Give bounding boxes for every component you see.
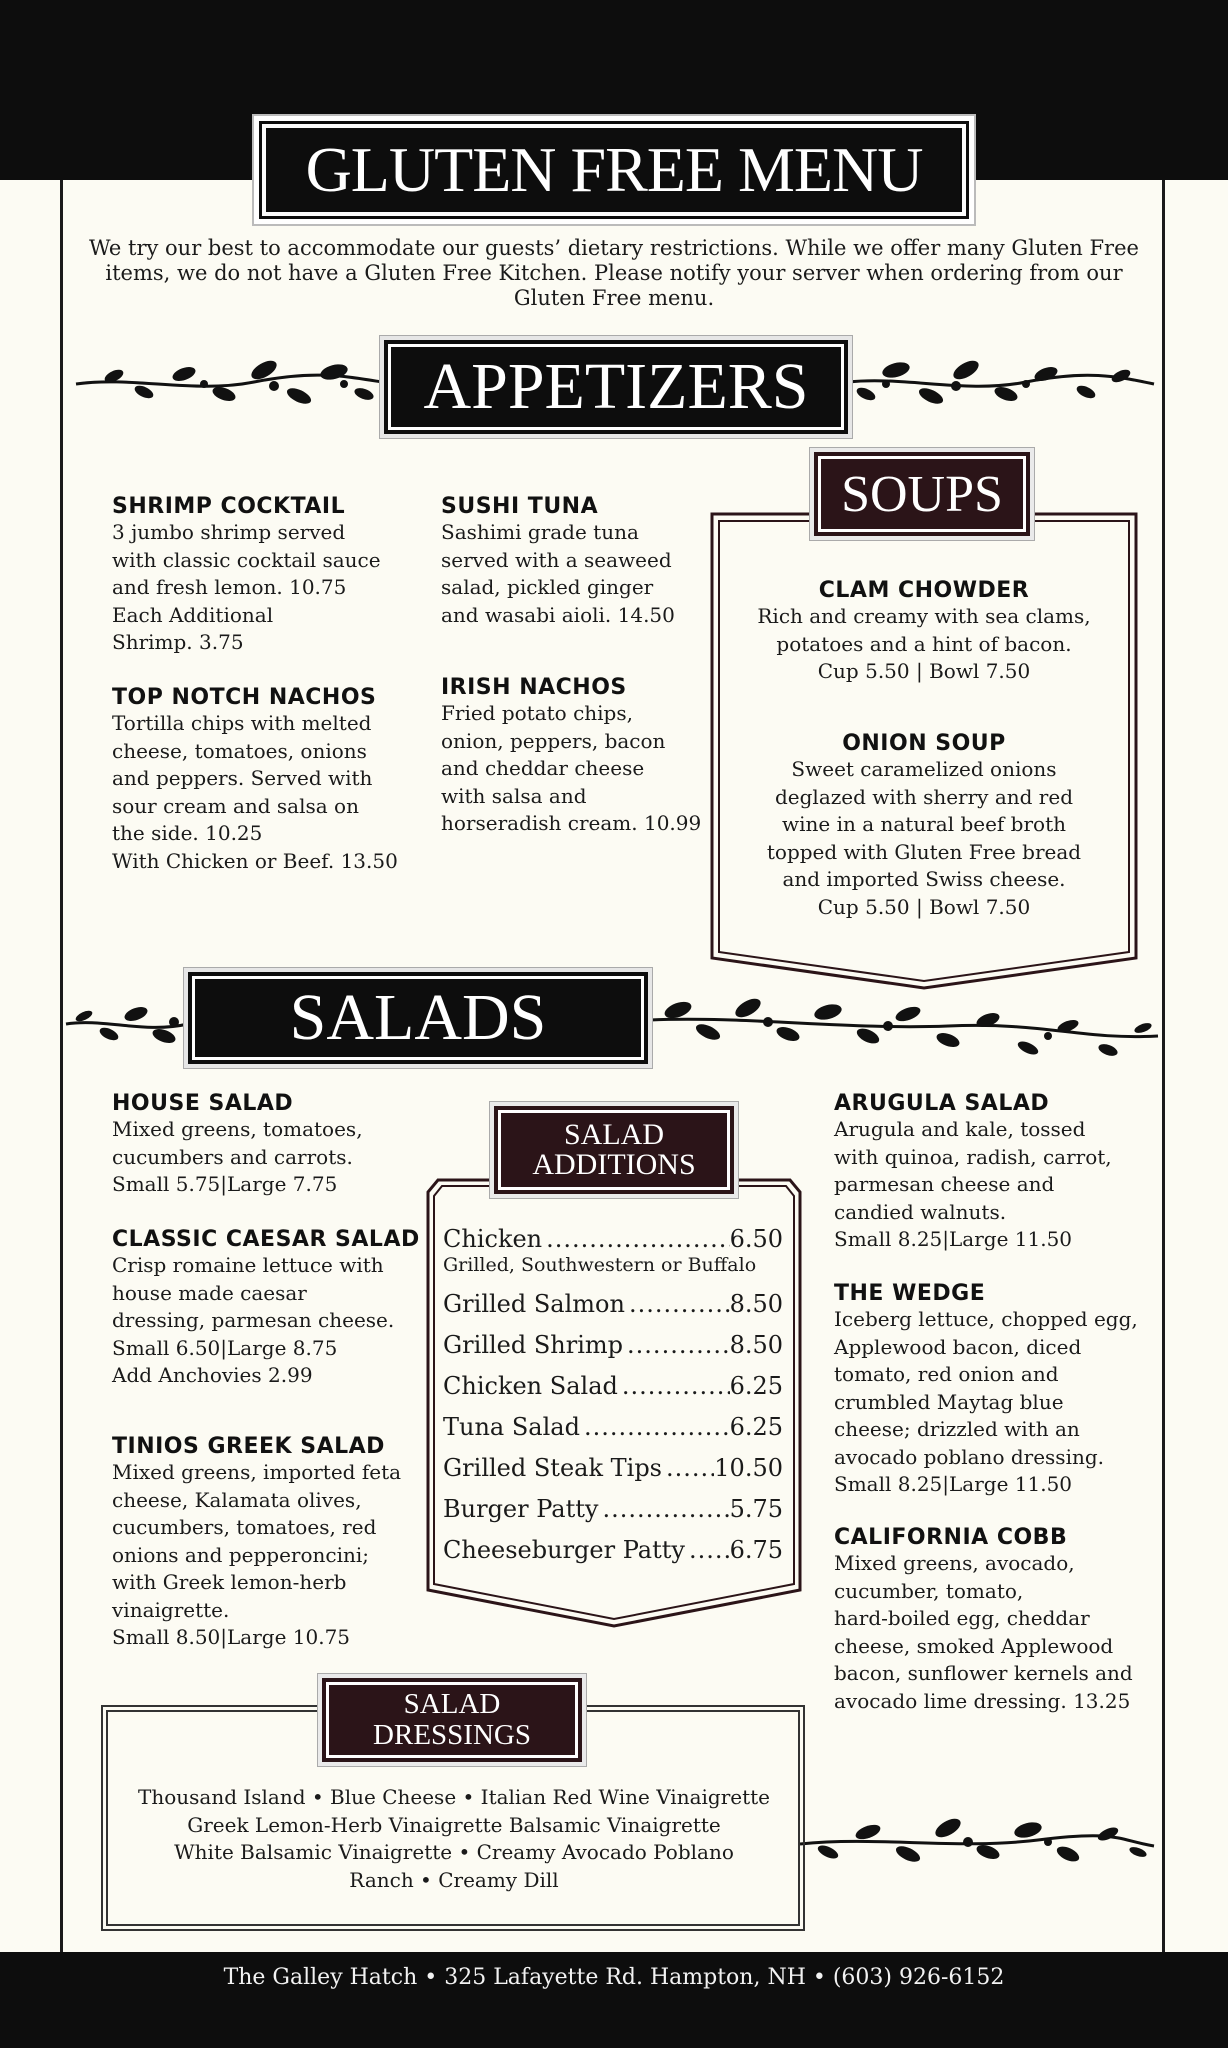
desc-line: Iceberg lettuce, chopped egg, <box>834 1307 1138 1331</box>
desc-line: Applewood bacon, diced <box>834 1334 1082 1359</box>
item-description <box>834 1116 1154 1254</box>
desc-line: With Chicken or Beef. 13.50 <box>112 848 398 873</box>
desc-line: parmesan cheese and <box>834 1172 1055 1196</box>
desc-line: Shrimp. 3.75 <box>112 630 244 654</box>
menu-item <box>112 1434 422 1652</box>
addition-name: Grilled Steak Tips <box>443 1454 662 1482</box>
addition-row <box>443 1536 783 1564</box>
desc-line: Mixed greens, avocado, <box>834 1551 1075 1575</box>
desc-line: cucumbers, tomatoes, red <box>112 1515 377 1539</box>
addition-row <box>443 1290 783 1318</box>
desc-line: and wasabi aioli. 14.50 <box>441 602 675 627</box>
desc-line: cucumbers and carrots. <box>112 1144 353 1169</box>
addition-name: Burger Patty <box>443 1495 599 1523</box>
addition-name: Cheeseburger Patty <box>443 1536 685 1564</box>
item-description <box>112 519 412 657</box>
addition-price: 6.50 <box>729 1225 783 1253</box>
desc-line: Small 5.75|Large 7.75 <box>112 1172 338 1196</box>
addition-price: 10.50 <box>714 1454 783 1482</box>
desc-line: Sweet caramelized onions <box>791 757 1057 781</box>
dressings-list <box>110 1784 798 1894</box>
desc-line: Rich and creamy with sea clams, <box>757 604 1091 628</box>
leader-dots <box>625 1290 730 1318</box>
desc-line: horseradish cream. 10.99 <box>441 811 702 835</box>
desc-line: Small 8.25|Large 11.50 <box>834 1472 1073 1496</box>
desc-line: Small 8.50|Large 10.75 <box>112 1625 351 1649</box>
leader-dots <box>542 1225 729 1253</box>
desc-line: Mixed greens, imported feta <box>112 1460 402 1484</box>
heading-line: SALAD <box>403 1688 501 1720</box>
floral-vine-icon <box>846 346 1156 418</box>
desc-line: Sashimi grade tuna <box>441 520 639 544</box>
desc-line: cheese, Kalamata olives, <box>112 1487 362 1512</box>
desc-line: and imported Swiss cheese. <box>782 867 1066 891</box>
desc-line: cheese; drizzled with an <box>834 1417 1080 1441</box>
desc-line: with classic cocktail sauce <box>112 547 381 572</box>
item-name: CLASSIC CAESAR SALAD <box>112 1227 420 1252</box>
desc-line: bacon, sunflower kernels and <box>834 1661 1133 1685</box>
desc-line: with salsa and <box>441 783 587 808</box>
menu-item <box>112 1227 422 1390</box>
desc-line: 3 jumbo shrimp served <box>112 520 346 544</box>
item-description <box>740 603 1108 686</box>
desc-line: cheese, tomatoes, onions <box>112 738 367 763</box>
desc-line: potatoes and a hint of bacon. <box>776 631 1072 656</box>
floral-vine-icon <box>648 990 1160 1066</box>
salad-dressings-heading <box>326 1682 578 1758</box>
addition-name: Tuna Salad <box>443 1413 580 1441</box>
item-description <box>112 1116 412 1199</box>
desc-line: with quinoa, radish, carrot, <box>834 1144 1112 1169</box>
addition-row <box>443 1372 783 1400</box>
heading-line: DRESSINGS <box>373 1719 531 1751</box>
desc-line: tomato, red onion and <box>834 1362 1059 1386</box>
menu-item <box>441 494 711 629</box>
desc-line: dressing, parmesan cheese. <box>112 1308 395 1332</box>
desc-line: and fresh lemon. 10.75 <box>112 575 347 599</box>
leader-dots <box>598 1495 729 1523</box>
dressing-line: Greek Lemon-Herb Vinaigrette Balsamic Vinaigrette <box>187 1812 721 1837</box>
desc-line: Cup 5.50 | Bowl 7.50 <box>817 894 1031 919</box>
desc-line: candied walnuts. <box>834 1199 1007 1224</box>
footer-address: The Galley Hatch • 325 Lafayette Rd. Hampton, NH • (603) 926-6152 <box>223 1965 1005 1990</box>
dressing-line: Ranch • Creamy Dill <box>349 1867 559 1892</box>
desc-line: Small 6.50|Large 8.75 <box>112 1335 338 1360</box>
dressing-line: White Balsamic Vinaigrette • Creamy Avocado Poblano <box>174 1840 734 1864</box>
addition-row <box>443 1225 783 1253</box>
item-description <box>834 1306 1159 1499</box>
item-description <box>834 1550 1159 1715</box>
menu-item <box>834 1281 1159 1499</box>
menu-item <box>834 1525 1159 1715</box>
menu-item <box>441 675 711 838</box>
desc-line: hard-boiled egg, cheddar <box>834 1606 1090 1630</box>
desc-line: Tortilla chips with melted <box>112 711 372 735</box>
salad-additions-heading <box>498 1110 730 1190</box>
addition-price: 6.25 <box>729 1413 783 1441</box>
item-name: ARUGULA SALAD <box>834 1091 1050 1116</box>
leader-dots <box>618 1372 730 1400</box>
salads-heading: SALADS <box>192 976 644 1060</box>
item-name: SHRIMP COCKTAIL <box>112 494 346 519</box>
addition-name: Chicken <box>443 1225 543 1253</box>
item-name: HOUSE SALAD <box>112 1091 294 1116</box>
desc-line: house made caesar <box>112 1280 307 1305</box>
menu-item <box>740 731 1108 921</box>
desc-line: wine in a natural beef broth <box>781 812 1067 836</box>
addition-row <box>443 1413 783 1441</box>
item-description <box>112 1459 422 1652</box>
desc-line: crumbled Maytag blue <box>834 1389 1064 1414</box>
floral-vine-icon <box>64 994 190 1054</box>
desc-line: salad, pickled ginger <box>441 575 654 599</box>
addition-note: Grilled, Southwestern or Buffalo <box>443 1254 757 1276</box>
item-name: IRISH NACHOS <box>441 675 627 700</box>
item-name: ONION SOUP <box>842 731 1006 756</box>
desc-line: Mixed greens, tomatoes, <box>112 1117 363 1141</box>
addition-row <box>443 1495 783 1523</box>
desc-line: Small 8.25|Large 11.50 <box>834 1227 1073 1251</box>
addition-row <box>443 1331 783 1359</box>
desc-line: vinaigrette. <box>112 1597 230 1622</box>
floral-vine-icon <box>74 346 384 418</box>
desc-line: topped with Gluten Free bread <box>766 839 1082 864</box>
appetizers-heading: APPETIZERS <box>388 344 844 430</box>
leader-dots <box>623 1331 730 1359</box>
item-description <box>441 700 711 838</box>
desc-line: with Greek lemon-herb <box>112 1570 347 1594</box>
desc-line: avocado poblano dressing. <box>834 1444 1104 1469</box>
desc-line: Fried potato chips, <box>441 701 633 725</box>
leader-dots <box>662 1454 714 1482</box>
intro-text: We try our best to accommodate our guests’ dietary restrictions. While we offer many Gluten Free items, we do not have a Gluten Free Kitchen. Please notify your server when ordering from our Gluten Free menu. <box>89 236 1139 310</box>
desc-line: served with a seaweed <box>441 547 672 572</box>
dressing-line: Thousand Island • Blue Cheese • Italian Red Wine Vinaigrette <box>137 1785 771 1809</box>
menu-item <box>112 1091 412 1199</box>
desc-line: onions and pepperoncini; <box>112 1542 370 1567</box>
desc-line: and cheddar cheese <box>441 756 645 780</box>
addition-price: 8.50 <box>729 1290 783 1318</box>
leader-dots <box>580 1413 730 1441</box>
item-name: THE WEDGE <box>834 1281 986 1306</box>
menu-item <box>112 685 422 875</box>
heading-line: SALAD <box>563 1118 664 1151</box>
addition-row <box>443 1454 783 1482</box>
item-name: TINIOS GREEK SALAD <box>112 1434 385 1459</box>
desc-line: sour cream and salsa on <box>112 793 359 818</box>
addition-price: 8.50 <box>729 1331 783 1359</box>
desc-line: cheese, smoked Applewood <box>834 1633 1114 1658</box>
desc-line: onion, peppers, bacon <box>441 728 666 753</box>
leader-dots <box>685 1536 730 1564</box>
addition-price: 6.25 <box>729 1372 783 1400</box>
addition-name: Grilled Salmon <box>443 1290 625 1318</box>
item-description <box>112 710 422 875</box>
item-description <box>740 756 1108 921</box>
desc-line: deglazed with sherry and red <box>774 784 1073 809</box>
desc-line: cucumber, tomato, <box>834 1578 1024 1603</box>
floral-vine-icon <box>798 1806 1156 1870</box>
item-name: CLAM CHOWDER <box>818 578 1030 603</box>
item-description <box>112 1252 422 1390</box>
addition-name: Chicken Salad <box>443 1372 618 1400</box>
addition-price: 5.75 <box>729 1495 783 1523</box>
desc-line: and peppers. Served with <box>112 766 373 790</box>
addition-name: Grilled Shrimp <box>443 1331 624 1359</box>
desc-line: the side. 10.25 <box>112 821 263 845</box>
item-name: CALIFORNIA COBB <box>834 1525 1068 1550</box>
desc-line: Cup 5.50 | Bowl 7.50 <box>817 659 1031 683</box>
desc-line: Crisp romaine lettuce with <box>112 1253 384 1277</box>
desc-line: Add Anchovies 2.99 <box>112 1363 313 1387</box>
desc-line: avocado lime dressing. 13.25 <box>834 1688 1131 1713</box>
menu-item <box>834 1091 1154 1254</box>
heading-line: ADDITIONS <box>532 1148 696 1181</box>
desc-line: Arugula and kale, tossed <box>834 1117 1086 1141</box>
desc-line: Each Additional <box>112 602 274 627</box>
menu-item <box>740 578 1108 686</box>
menu-title: GLUTEN FREE MENU <box>262 124 966 216</box>
item-description <box>441 519 711 629</box>
addition-price: 6.75 <box>729 1536 783 1564</box>
item-name: TOP NOTCH NACHOS <box>112 685 377 710</box>
menu-item <box>112 494 412 657</box>
item-name: SUSHI TUNA <box>441 494 599 519</box>
soups-heading: SOUPS <box>818 456 1026 532</box>
